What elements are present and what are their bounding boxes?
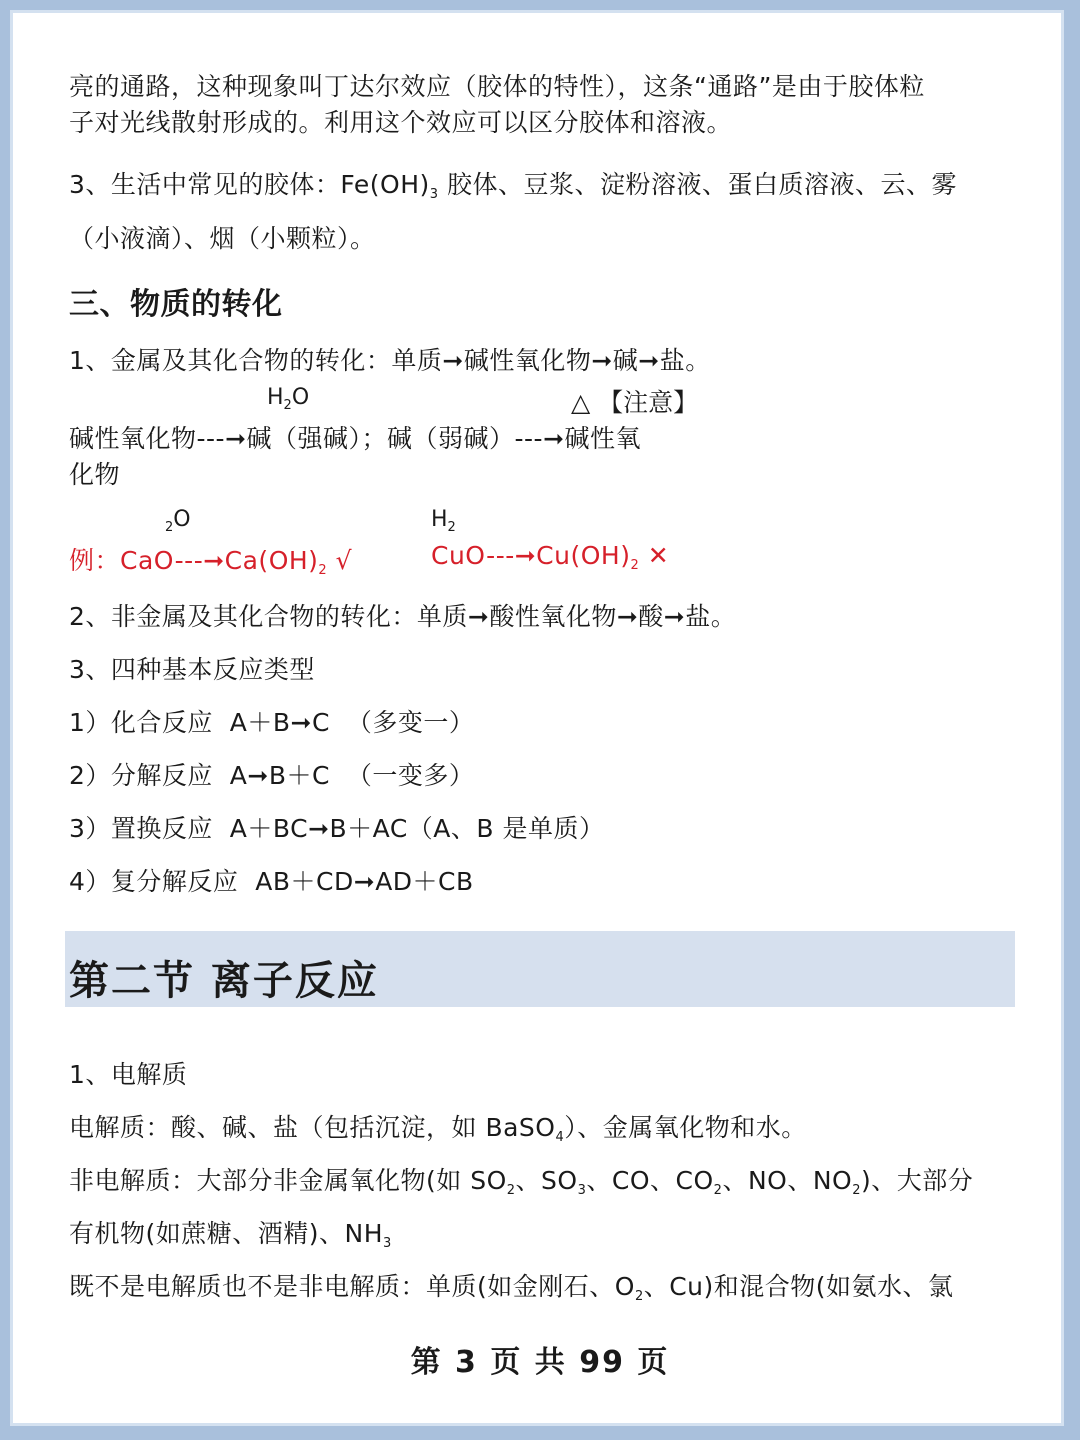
text-line: 4）复分解反应 AB＋CD➞AD＋CB (69, 867, 474, 896)
page-footer: 第 3 页 共 99 页 (410, 1345, 670, 1380)
document-page (10, 10, 1064, 1426)
text-run: O (291, 385, 310, 410)
text-run: O (173, 507, 191, 532)
subscript: 2 (852, 1183, 861, 1198)
text-run: )、大部分 (860, 1166, 974, 1195)
subscript: 2 (283, 398, 292, 413)
text-line: 亮的通路，这种现象叫丁达尔效应（胶体的特性），这条“通路”是由于胶体粒 (69, 72, 925, 101)
text-line (69, 1267, 954, 1303)
text-run: √ (327, 546, 353, 575)
text-run: 电解质：酸、碱、盐（包括沉淀，如 BaSO (69, 1113, 556, 1142)
text-line: 碱性氧化物---➞碱（强碱）；碱（弱碱）---➞碱性氧 (69, 424, 642, 453)
reaction-condition (431, 507, 456, 535)
text-line (69, 1214, 392, 1250)
text-line (69, 1108, 807, 1144)
example-line (431, 541, 670, 573)
text-line: 2、非金属及其化合物的转化：单质➞酸性氧化物➞酸➞盐。 (69, 602, 737, 631)
subscript: 2 (165, 520, 174, 535)
text-run: 非电解质：大部分非金属氧化物(如 SO (69, 1166, 507, 1195)
text-run: 、CO、CO (586, 1166, 714, 1195)
example-line (69, 541, 352, 577)
subscript: 3 (429, 187, 439, 202)
reaction-condition-h2o (267, 385, 310, 413)
text-run: 胶体、豆浆、淀粉溶液、蛋白质溶液、云、雾 (438, 170, 958, 199)
subscript: 2 (630, 558, 640, 573)
text-run: 、NO、NO (722, 1166, 853, 1195)
subscript: 2 (634, 1289, 644, 1304)
section-heading: 三、物质的转化 (69, 287, 283, 322)
reaction-condition (165, 507, 191, 535)
text-run: 、SO (515, 1166, 578, 1195)
text-run: H (267, 385, 284, 410)
subscript: 2 (713, 1183, 723, 1198)
reaction-condition-heat: △ 【注意】 (571, 388, 699, 417)
text-line: 化物 (69, 460, 121, 489)
text-line: 3）置换反应 A＋BC➞B＋AC（A、B 是单质） (69, 814, 605, 843)
subscript: 3 (383, 1236, 392, 1251)
text-run: 例：CaO---➞Ca(OH) (69, 546, 319, 575)
text-run: 既不是电解质也不是非电解质：单质(如金刚石、O (69, 1272, 635, 1301)
subscript: 2 (318, 563, 328, 578)
text-line (69, 1161, 973, 1197)
text-line: 子对光线散射形成的。利用这个效应可以区分胶体和溶液。 (69, 108, 733, 137)
text-run: ✕ (639, 541, 670, 570)
subscript: 3 (577, 1183, 587, 1198)
section-title: 第二节 离子反应 (69, 958, 379, 1004)
text-run: 有机物(如蔗糖、酒精)、NH (69, 1219, 384, 1248)
text-run: CuO---➞Cu(OH) (431, 541, 631, 570)
text-line: 1、电解质 (69, 1060, 188, 1089)
subscript: 2 (447, 520, 456, 535)
text-line: 1）化合反应 A＋B➞C （多变一） (69, 708, 475, 737)
text-line (69, 165, 957, 201)
section-title-band (65, 931, 1015, 1007)
text-line: 2）分解反应 A➞B＋C （一变多） (69, 761, 475, 790)
text-run: H (431, 507, 448, 532)
subscript: 2 (506, 1183, 516, 1198)
text-line: 1、金属及其化合物的转化：单质➞碱性氧化物➞碱➞盐。 (69, 346, 711, 375)
text-run: ）、金属氧化物和水。 (564, 1113, 807, 1142)
text-line: 3、四种基本反应类型 (69, 655, 315, 684)
text-line: （小液滴）、烟（小颗粒）。 (69, 224, 376, 253)
text-run: 3、生活中常见的胶体：Fe(OH) (69, 170, 430, 199)
subscript: 4 (555, 1130, 565, 1145)
text-run: 、Cu)和混合物(如氨水、氯 (643, 1272, 954, 1301)
